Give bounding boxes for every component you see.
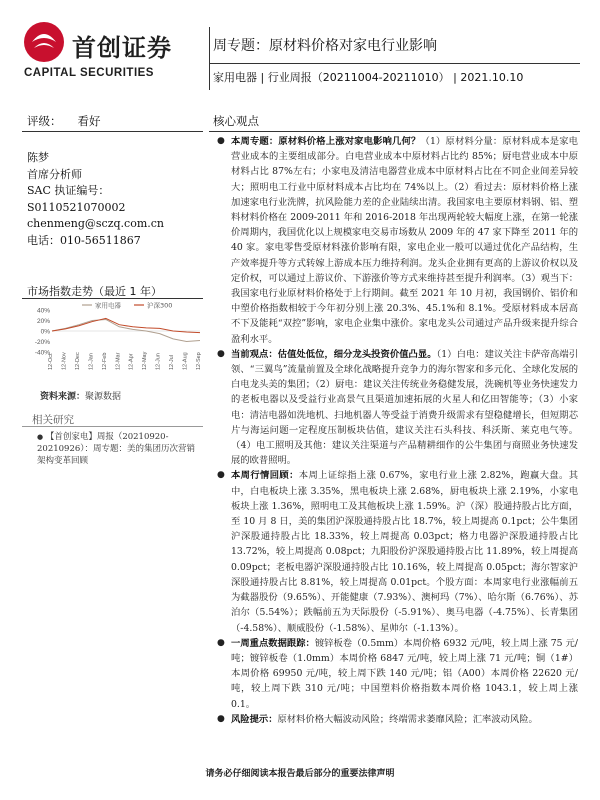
paragraph-text: （1）白电：建议关注卡萨帝高端引领、“三翼鸟”流量前置及全球化战略提升竞争力的海尔智家和多元化、全球化发展的白电龙头美的集团；（2）厨电：建议关注传统业务稳健发展，洗碗机等业务快速发力的老板电器以及受益行业高景气且渠道加速拓展的火星人和亿田智能等；（3）小家电：清洁电器如洗地机、扫地机器人等受益于消费升级需求有望稳健增长，但短期芯片与海运问题一定程度压制板块估值，建议关注石头科技、科沃斯、莱克电气等。（4）电工照明及其他：建议关注渠道与产品精耕细作的公牛集团与商照业务快速发展的欧普照明。 [231, 348, 578, 467]
x-tick-label: 12-Aug [182, 352, 189, 370]
paragraph-lead: 一周重点数据跟踪： [231, 637, 315, 649]
x-tick-label: 12-Dec [74, 352, 81, 370]
y-tick-label: 0% [40, 328, 50, 336]
source-label: 资料来源： [40, 392, 86, 402]
analyst-phone: 电话：010-56511867 [27, 233, 141, 247]
analyst-role: 首席分析师 [27, 167, 82, 181]
source-value: 聚源数据 [85, 392, 122, 402]
logo-mark-icon [22, 20, 66, 64]
paragraph-text: （1）原材料分量：原材料成本是家电营业成本的主要组成部分。白电营业成本中原材料占比约 85%；厨电营业成本中原材料占比 87%左右；小家电及清洁电器营业成本中原材料占比在不同企业间差异较大；照明电工行业中原材料成本占比均在 74%以上。（2）看过去：原材料价格上涨加速家电行业洗牌，抗风险能力差的企业陆续出清。我国家电主要原材料钢、铝、塑料材料价格在 2009-2011 年和 2016-2018 年出现两轮较大幅度上涨，在第一轮涨价周期内，我国优化以上规模家电交易市场数从 2009 年的 47 家下降至 2011 年的 40 家。家电零售受原材料涨价影响有限，家电企业一般可以通过优化产品结构，生产效率提升等方式转嫁上游成本压力维持利润。龙头企业拥有更高的上游议价权以及定价权，可以通过上游议价、下游涨价等方式来维持甚至提升利润率。（3）观当下：我国家电行业原材料价格处于上行期间。截至 2021 年 10 月初，我国钢价、铝价和中塑价格指数相较于今年初分别上涨 20.3%、45.1%和 8.1%。受原材料成本居高不下及能耗“双控”影响，家电企业集中涨价。家电龙头公司通过产品升级来提升综合盈利水平。 [231, 136, 578, 345]
rating-value: 看好 [77, 114, 101, 128]
header-horizontal-divider [209, 63, 580, 64]
analyst-info [27, 150, 164, 249]
analyst-sac-number: S0110521070002 [27, 200, 126, 214]
x-tick-label: 12-Oct [48, 353, 54, 370]
core-views-body [215, 134, 578, 727]
y-tick-label: 20% [36, 318, 50, 325]
x-tick-label: 12-Sep [196, 352, 202, 370]
chart-source [40, 389, 121, 402]
page-subtitle: 家用电器 | 行业周报（20211004-20211010） | 2021.10.10 [213, 71, 524, 84]
legal-notice-footer: 请务必仔细阅读本报告最后部分的重要法律声明 [205, 769, 395, 779]
paragraph [215, 134, 578, 347]
core-views-title: 核心观点 [213, 114, 259, 128]
y-tick-label: -20% [34, 339, 50, 346]
x-tick-label: 12-Jan [88, 353, 95, 370]
analyst-sac-label: SAC 执证编号： [27, 184, 110, 197]
logo-text-cn: 首创证券 [72, 34, 172, 62]
analyst-name: 陈梦 [27, 151, 49, 164]
related-research-text: 【首创家电】周报（20210920-20210926）：周专题：美的集团历次营销架构变革回顾 [37, 432, 196, 466]
paragraph [215, 468, 578, 635]
paragraph [215, 636, 578, 712]
legend-label: 家用电器 [95, 301, 121, 310]
bullet-icon: ● [37, 433, 44, 441]
bullet-icon: ● [217, 348, 225, 359]
x-tick-label: 12-Feb [101, 352, 108, 370]
related-research-item[interactable] [37, 431, 202, 467]
divider [22, 131, 203, 132]
paragraph-lead: 本周行情回顾： [231, 470, 299, 482]
logo-text-en: CAPITAL SECURITIES [24, 67, 154, 79]
paragraph [215, 347, 578, 469]
bullet-icon: ● [217, 136, 225, 146]
y-tick-label: -40% [34, 349, 50, 357]
related-research-title: 相关研究 [32, 414, 74, 426]
paragraph-lead: 风险提示： [231, 713, 278, 725]
market-index-chart-svg [26, 300, 204, 372]
x-tick-label: 12-Jun [155, 353, 162, 370]
page-title: 周专题：原材料价格对家电行业影响 [213, 38, 437, 54]
rating-label: 评级： [27, 114, 62, 128]
legend-label: 沪深300 [147, 301, 173, 310]
series-line [52, 319, 200, 341]
company-logo [22, 20, 202, 80]
divider [209, 131, 580, 132]
paragraph-lead: 当前观点：估值处低位，细分龙头投资价值凸显。 [231, 348, 437, 360]
paragraph-text: 本周上证综指上涨 0.67%，家电行业上涨 2.82%，跑赢大盘。其中，白电板块上涨 3.35%，黑电板块上涨 2.68%，厨电板块上涨 2.19%，小家电板块上涨 1.36%，照明电工及其他板块上涨 1.59%。沪（深）股通持股占比方面，至 10 月 8 日，美的集团沪深股通持股占比 18.7%，较上周提高 0.1pct；公牛集团沪深股通持股占比 18.33%，较上周提高 0.03pct；格力电器沪深股通持股占比 13.72%，较上周提高 0.08pct；九阳股份沪深股通持股占比 11.89%，较上周提高 0.09pct；老板电器沪深股通持股占比 10.16%，较上周提高 0.05pct；海尔智家沪深股通持股占比 8.81%，较上周提高 0.01pct。个股方面：本周家电行业涨幅前五为截器股份（9.65%）、开能健康（7.93%）、澳柯玛（7%）、哈尔斯（6.76%）、苏泊尔（5.54%）；跌幅前五为天际股份（-5.91%）、奥马电器（-4.75%）、长青集团（-4.58%）、顺威股份（-1.58%）、星帅尔（-1.13%）。 [231, 470, 578, 634]
analyst-email[interactable]: chenmeng@sczq.com.cn [27, 217, 165, 230]
x-tick-label: 12-Mar [115, 352, 122, 370]
x-tick-label: 12-Jul [169, 355, 176, 370]
market-index-chart [26, 300, 204, 372]
paragraph [215, 712, 578, 727]
x-tick-label: 12-Apr [128, 353, 135, 370]
market-chart-title: 市场指数走势（最近 1 年） [27, 285, 162, 298]
bullet-icon: ● [217, 713, 225, 724]
rating [27, 113, 101, 129]
bullet-icon: ● [217, 637, 225, 648]
header-vertical-divider [209, 27, 210, 90]
x-tick-label: 12-Nov [61, 352, 68, 370]
bullet-icon: ● [217, 470, 225, 481]
divider [22, 426, 203, 427]
x-tick-label: 12-May [142, 351, 149, 370]
paragraph-text: 原材料价格大幅波动风险；终端需求萎靡风险；汇率波动风险。 [277, 713, 538, 725]
y-tick-label: 40% [36, 307, 50, 315]
paragraph-lead: 本周专题：原材料价格上涨对家电影响几何？ [231, 136, 421, 147]
divider [22, 298, 203, 299]
paragraph-text: 镀锌板卷（0.5mm）本周价格 6932 元/吨，较上周上涨 75 元/吨；镀锌板卷（1.0mm）本周价格 6847 元/吨，较上周上涨 71 元/吨；铜（1#）本周价格 69950 元/吨，较上周下跌 140 元/吨；铝（A00）本周价格 22620 元/吨，较上周下跌 310 元/吨；中国塑料价格指数本周价格 1043.1，较上周上涨 0.1。 [231, 637, 578, 710]
